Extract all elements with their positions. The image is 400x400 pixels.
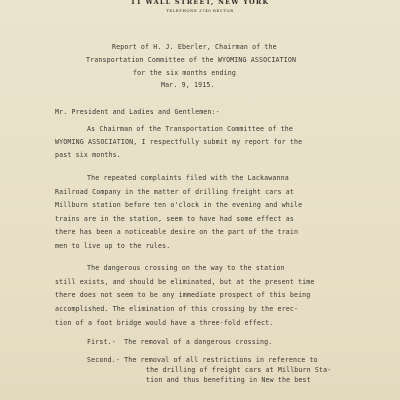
- body-line-7: trains are in the station, seem to have had some effect as: [55, 215, 294, 223]
- body-line-3: past six months.: [55, 151, 121, 159]
- body-line-6: Millburn station before ten o'clock in the evening and while: [55, 201, 303, 209]
- body-line-10: The dangerous crossing on the way to the station: [87, 264, 285, 272]
- body-line-8: there has been a noticeable desire on the part of the train: [55, 228, 299, 236]
- report-title-line-3: for the six months ending: [133, 69, 236, 77]
- body-line-14: tion of a foot bridge would have a three-fold effect.: [55, 319, 274, 327]
- body-line-1: As Chairman of the Transportation Committee of the: [87, 125, 293, 133]
- body-line-17: the drilling of freight cars at Millburn Sta-: [146, 366, 332, 374]
- report-title-line-4: Mar. 9, 1915.: [161, 81, 215, 89]
- body-line-11: still exists, and should be eliminated, but at the present time: [55, 278, 315, 286]
- body-line-9: men to live up to the rules.: [55, 242, 171, 250]
- body-line-18: tion and thus benefiting in New the best: [146, 376, 311, 384]
- body-line-12: there does not seem to be any immediate prospect of this being: [55, 291, 311, 299]
- body-line-2: WYOMING ASSOCIATION, I respectfully submit my report for the: [55, 138, 303, 146]
- body-line-16: Second.- The removal of all restrictions in reference to: [87, 356, 318, 364]
- report-title-line-2: Transportation Committee of the WYOMING ASSOCIATION: [86, 56, 297, 64]
- letterhead-phone: TELEPHONE 3740 RECTOR: [166, 8, 234, 13]
- body-line-5: Railroad Company in the matter of drilling freight cars at: [55, 188, 294, 196]
- letterhead-address: 11 WALL STREET, NEW YORK: [130, 0, 270, 6]
- salutation: Mr. President and Ladies and Gentlemen:-: [55, 108, 220, 116]
- body-line-4: The repeated complaints filed with the Lackawanna: [87, 174, 289, 182]
- report-title-line-1: Report of H. J. Eberler, Chairman of the: [112, 43, 277, 51]
- body-line-13: accomplished. The elimination of this crossing by the erec-: [55, 305, 299, 313]
- body-line-15: First.- The removal of a dangerous crossing.: [87, 338, 273, 346]
